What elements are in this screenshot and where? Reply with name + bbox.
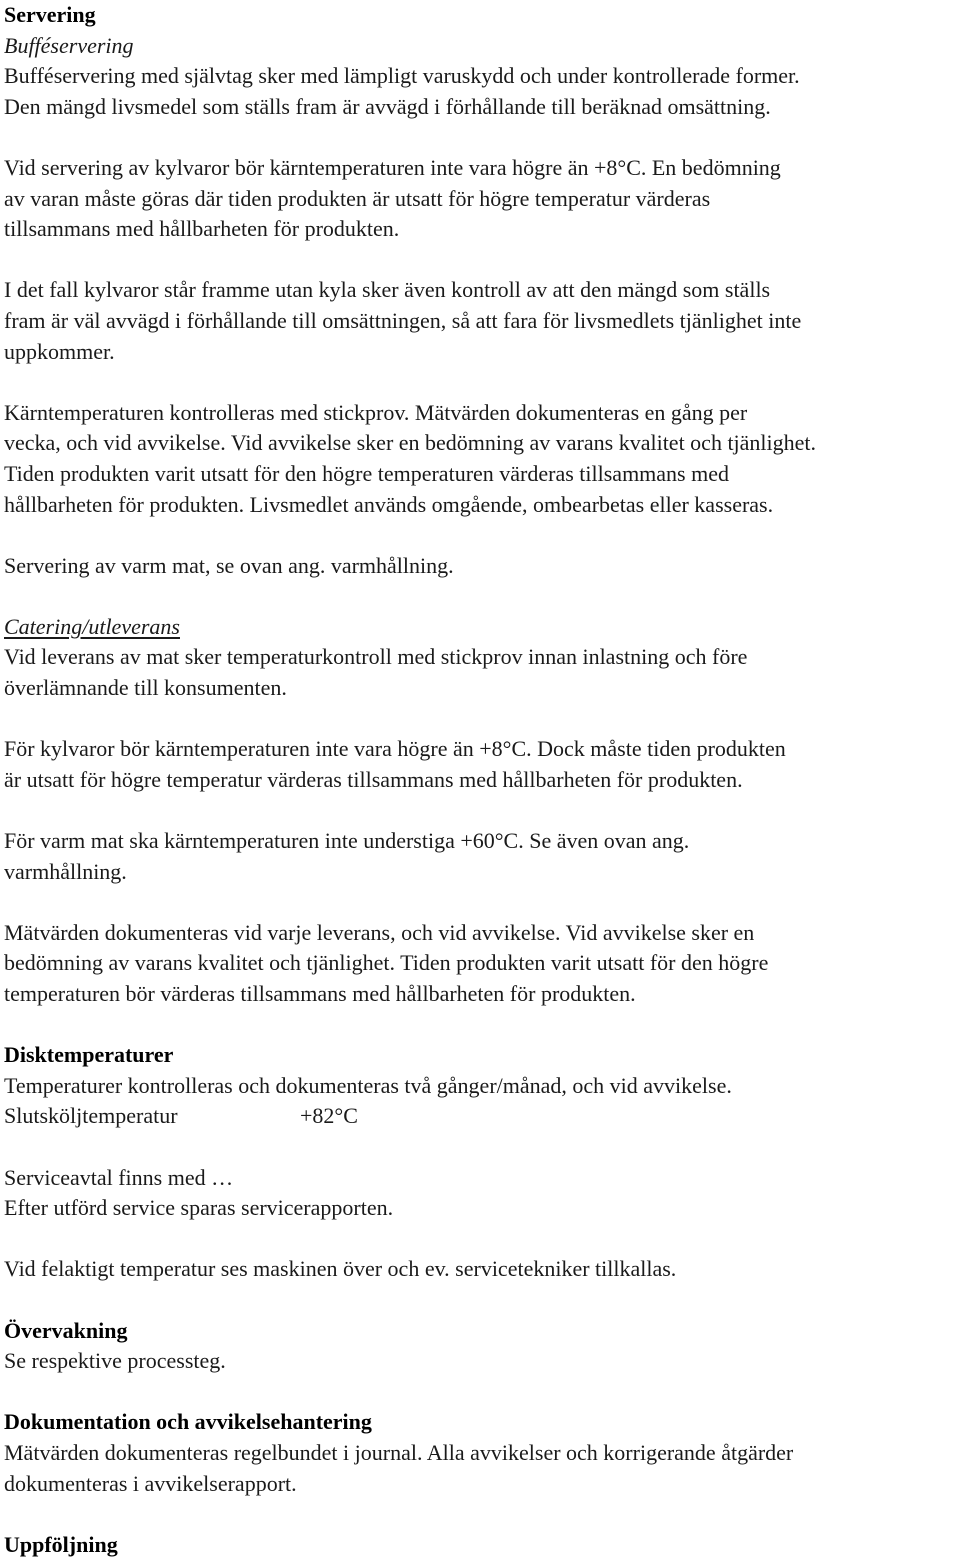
rinse-temperature-value: +82°C — [300, 1103, 358, 1129]
paragraph-gap — [4, 887, 956, 918]
dokumentation-paragraph-1-line-1: Mätvärden dokumenteras regelbundet i journal. Alla avvikelser och korrigerande åtgärder — [4, 1439, 794, 1465]
dokumentation-paragraph-1-line-2: dokumenteras i avvikelserapport. — [4, 1470, 297, 1496]
heading-servering: Servering — [4, 2, 96, 27]
paragraph-gap — [4, 1499, 956, 1530]
disk-paragraph-2-line-1: Serviceavtal finns med … — [4, 1164, 234, 1190]
buffe-paragraph-4-line-1: Kärntemperaturen kontrolleras med stickprov. Mätvärden dokumenteras en gång per — [4, 399, 748, 425]
buffe-paragraph-4-line-2: vecka, och vid avvikelse. Vid avvikelse sker en bedömning av varans kvalitet och tjänlighet. — [4, 430, 817, 456]
buffe-paragraph-4-line-3: Tiden produkten varit utsatt för den högre temperaturen värderas tillsammans med — [4, 460, 729, 486]
paragraph-gap — [4, 1132, 956, 1163]
paragraph-gap — [4, 1377, 956, 1408]
catering-paragraph-1-line-2: överlämnande till konsumenten. — [4, 675, 287, 701]
paragraph-gap — [4, 245, 956, 276]
paragraph-gap — [4, 704, 956, 735]
disk-paragraph-3-line-1: Vid felaktigt temperatur ses maskinen över och ev. servicetekniker tillkallas. — [4, 1256, 677, 1282]
buffe-paragraph-3-line-3: uppkommer. — [4, 338, 115, 364]
paragraph-gap — [4, 122, 956, 153]
paragraph-gap — [4, 1010, 956, 1041]
buffe-paragraph-1-line-1: Bufféservering med självtag sker med lämpligt varuskydd och under kontrollerade former. — [4, 63, 800, 89]
heading-disktemperaturer: Disktemperaturer — [4, 1042, 174, 1068]
catering-paragraph-3-line-2: varmhållning. — [4, 858, 127, 884]
heading-uppfoljning: Uppföljning — [4, 1531, 118, 1557]
buffe-paragraph-2-line-1: Vid servering av kylvaror bör kärntemperaturen inte vara högre än +8°C. En bedömning — [4, 154, 781, 180]
buffe-paragraph-3-line-2: fram är väl avvägd i förhållande till omsättningen, så att fara för livsmedlets tjänlighet inte — [4, 307, 802, 333]
rinse-temperature-row — [4, 1101, 956, 1132]
catering-paragraph-2-line-2: är utsatt för högre temperatur värderas tillsammans med hållbarheten för produkten. — [4, 766, 743, 792]
paragraph-gap — [4, 1224, 956, 1255]
paragraph-gap — [4, 520, 956, 551]
catering-paragraph-4-line-3: temperaturen bör värderas tillsammans med hållbarheten för produkten. — [4, 981, 636, 1006]
subheading-buffeservering: Bufféservering — [4, 32, 134, 58]
buffe-paragraph-3-line-1: I det fall kylvaror står framme utan kyla sker även kontroll av att den mängd som ställs — [4, 277, 771, 303]
paragraph-gap — [4, 581, 956, 612]
heading-dokumentation: Dokumentation och avvikelsehantering — [4, 1409, 372, 1435]
subheading-catering: Catering/utleverans — [4, 613, 180, 639]
buffe-paragraph-1-line-2: Den mängd livsmedel som ställs fram är avvägd i förhållande till beräknad omsättning. — [4, 93, 771, 119]
disk-paragraph-1-line-1: Temperaturer kontrolleras och dokumenteras två gånger/månad, och vid avvikelse. — [4, 1072, 732, 1098]
buffe-paragraph-2-line-2: av varan måste göras där tiden produkten är utsatt för högre temperatur värderas — [4, 185, 711, 211]
catering-paragraph-3-line-1: För varm mat ska kärntemperaturen inte understiga +60°C. Se även ovan ang. — [4, 828, 690, 854]
heading-overvakning: Övervakning — [4, 1317, 128, 1343]
catering-paragraph-4-line-1: Mätvärden dokumenteras vid varje leverans, och vid avvikelse. Vid avvikelse sker en — [4, 919, 755, 945]
overvakning-paragraph-1-line-1: Se respektive processteg. — [4, 1348, 226, 1374]
disk-paragraph-2-line-2: Efter utförd service sparas servicerapporten. — [4, 1195, 394, 1221]
catering-paragraph-4-line-2: bedömning av varans kvalitet och tjänlighet. Tiden produkten varit utsatt för den högre — [4, 950, 769, 976]
buffe-paragraph-4-line-4: hållbarheten för produkten. Livsmedlet används omgående, ombearbetas eller kasseras. — [4, 491, 774, 517]
rinse-temperature-label: Slutsköljtemperatur — [4, 1103, 178, 1129]
paragraph-gap — [4, 367, 956, 398]
paragraph-gap — [4, 1285, 956, 1316]
paragraph-gap — [4, 795, 956, 826]
buffe-paragraph-5-line-1: Servering av varm mat, se ovan ang. varmhållning. — [4, 552, 454, 578]
buffe-paragraph-2-line-3: tillsammans med hållbarheten för produkten. — [4, 216, 400, 242]
catering-paragraph-1-line-1: Vid leverans av mat sker temperaturkontroll med stickprov innan inlastning och före — [4, 644, 748, 670]
catering-paragraph-2-line-1: För kylvaror bör kärntemperaturen inte vara högre än +8°C. Dock måste tiden produkten — [4, 736, 786, 762]
document-page — [4, 0, 956, 1560]
